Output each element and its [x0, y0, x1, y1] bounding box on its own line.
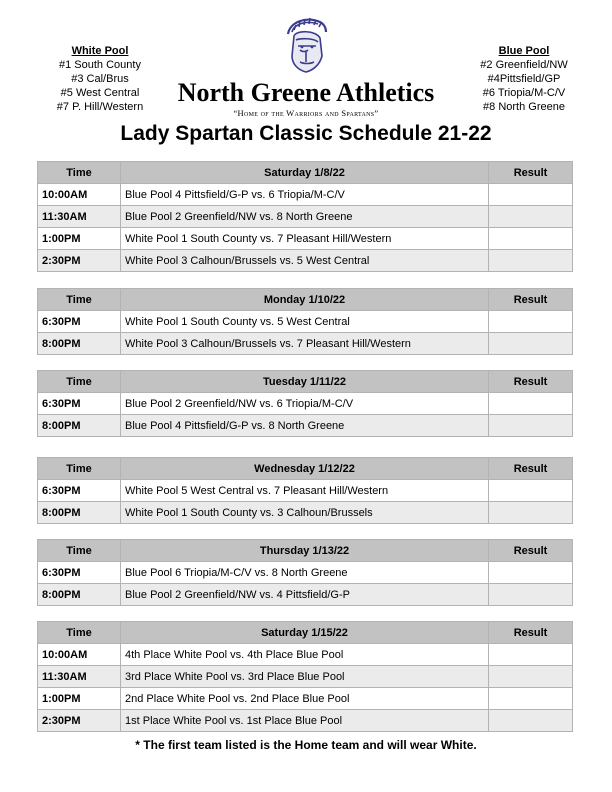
game-result [489, 184, 573, 206]
game-result [489, 228, 573, 250]
white-pool-title: White Pool [71, 45, 129, 57]
brand-name: North Greene Athletics [177, 78, 435, 107]
time-header: Time [38, 622, 121, 644]
table-row [38, 584, 573, 606]
blue-pool-title: Blue Pool [498, 45, 550, 57]
day-schedule-table [37, 288, 573, 355]
spartan-helmet-icon [280, 16, 332, 76]
game-time: 6:30PM [38, 480, 121, 502]
game-matchup: White Pool 1 South County vs. 7 Pleasant Hill/Western [121, 228, 489, 250]
day-schedule-table [37, 621, 573, 732]
table-row [38, 333, 573, 355]
day-date-header: Thursday 1/13/22 [121, 540, 489, 562]
table-row [38, 480, 573, 502]
table-header-row [38, 289, 573, 311]
game-time: 11:30AM [38, 206, 121, 228]
game-result [489, 250, 573, 272]
table-row [38, 562, 573, 584]
result-header: Result [489, 458, 573, 480]
game-result [489, 333, 573, 355]
game-time: 1:00PM [38, 688, 121, 710]
game-matchup: White Pool 5 West Central vs. 7 Pleasant Hill/Western [121, 480, 489, 502]
blue-pool-team: #2 Greenfield/NW [480, 59, 568, 71]
game-result [489, 710, 573, 732]
table-row [38, 415, 573, 437]
game-result [489, 688, 573, 710]
footnote: * The first team listed is the Home team and will wear White. [135, 738, 477, 752]
table-row [38, 688, 573, 710]
game-result [489, 206, 573, 228]
table-row [38, 206, 573, 228]
game-result [489, 562, 573, 584]
page-title: Lady Spartan Classic Schedule 21-22 [120, 122, 492, 145]
game-time: 8:00PM [38, 415, 121, 437]
blue-pool-team: #8 North Greene [483, 101, 565, 113]
game-matchup: Blue Pool 4 Pittsfield/G-P vs. 8 North Greene [121, 415, 489, 437]
game-time: 8:00PM [38, 333, 121, 355]
day-date-header: Saturday 1/8/22 [121, 162, 489, 184]
day-date-header: Monday 1/10/22 [121, 289, 489, 311]
table-row [38, 710, 573, 732]
time-header: Time [38, 371, 121, 393]
table-row [38, 666, 573, 688]
table-row [38, 228, 573, 250]
game-matchup: Blue Pool 4 Pittsfield/G-P vs. 6 Triopia/M-C/V [121, 184, 489, 206]
game-time: 2:30PM [38, 710, 121, 732]
game-matchup: White Pool 3 Calhoun/Brussels vs. 5 West Central [121, 250, 489, 272]
blue-pool-team: #4Pittsfield/GP [487, 73, 561, 85]
game-matchup: White Pool 1 South County vs. 5 West Central [121, 311, 489, 333]
table-row [38, 502, 573, 524]
game-time: 6:30PM [38, 393, 121, 415]
game-matchup: Blue Pool 2 Greenfield/NW vs. 4 Pittsfield/G-P [121, 584, 489, 606]
result-header: Result [489, 162, 573, 184]
white-pool-list [40, 44, 160, 114]
time-header: Time [38, 540, 121, 562]
game-time: 10:00AM [38, 184, 121, 206]
day-schedule-table [37, 457, 573, 524]
white-pool-team: #1 South County [59, 59, 141, 71]
game-matchup: 1st Place White Pool vs. 1st Place Blue Pool [121, 710, 489, 732]
game-result [489, 480, 573, 502]
day-date-header: Saturday 1/15/22 [121, 622, 489, 644]
white-pool-team: #5 West Central [60, 87, 140, 99]
day-date-header: Tuesday 1/11/22 [121, 371, 489, 393]
game-matchup: Blue Pool 2 Greenfield/NW vs. 6 Triopia/M-C/V [121, 393, 489, 415]
day-schedule-table [37, 161, 573, 272]
game-result [489, 666, 573, 688]
table-row [38, 393, 573, 415]
game-matchup: 3rd Place White Pool vs. 3rd Place Blue Pool [121, 666, 489, 688]
game-result [489, 584, 573, 606]
game-result [489, 415, 573, 437]
game-result [489, 502, 573, 524]
game-matchup: Blue Pool 6 Triopia/M-C/V vs. 8 North Greene [121, 562, 489, 584]
game-matchup: White Pool 3 Calhoun/Brussels vs. 7 Pleasant Hill/Western [121, 333, 489, 355]
table-header-row [38, 540, 573, 562]
table-header-row [38, 371, 573, 393]
game-time: 6:30PM [38, 562, 121, 584]
time-header: Time [38, 162, 121, 184]
game-result [489, 311, 573, 333]
day-schedule-table [37, 370, 573, 437]
result-header: Result [489, 289, 573, 311]
table-header-row [38, 162, 573, 184]
game-time: 6:30PM [38, 311, 121, 333]
game-time: 2:30PM [38, 250, 121, 272]
table-header-row [38, 458, 573, 480]
game-matchup: White Pool 1 South County vs. 3 Calhoun/Brussels [121, 502, 489, 524]
blue-pool-list [464, 44, 584, 114]
game-time: 1:00PM [38, 228, 121, 250]
time-header: Time [38, 458, 121, 480]
game-result [489, 644, 573, 666]
white-pool-team: #7 P. Hill/Western [56, 101, 144, 113]
result-header: Result [489, 622, 573, 644]
table-row [38, 184, 573, 206]
game-time: 11:30AM [38, 666, 121, 688]
game-time: 8:00PM [38, 584, 121, 606]
white-pool-team: #3 Cal/Brus [71, 73, 129, 85]
game-matchup: Blue Pool 2 Greenfield/NW vs. 8 North Greene [121, 206, 489, 228]
blue-pool-team: #6 Triopia/M-C/V [482, 87, 566, 99]
table-row [38, 250, 573, 272]
table-header-row [38, 622, 573, 644]
day-date-header: Wednesday 1/12/22 [121, 458, 489, 480]
game-matchup: 4th Place White Pool vs. 4th Place Blue Pool [121, 644, 489, 666]
brand-tagline: “Home of the Warriors and Spartans” [233, 108, 379, 118]
result-header: Result [489, 540, 573, 562]
game-time: 10:00AM [38, 644, 121, 666]
day-schedule-table [37, 539, 573, 606]
game-matchup: 2nd Place White Pool vs. 2nd Place Blue Pool [121, 688, 489, 710]
game-result [489, 393, 573, 415]
game-time: 8:00PM [38, 502, 121, 524]
result-header: Result [489, 371, 573, 393]
table-row [38, 644, 573, 666]
table-row [38, 311, 573, 333]
time-header: Time [38, 289, 121, 311]
